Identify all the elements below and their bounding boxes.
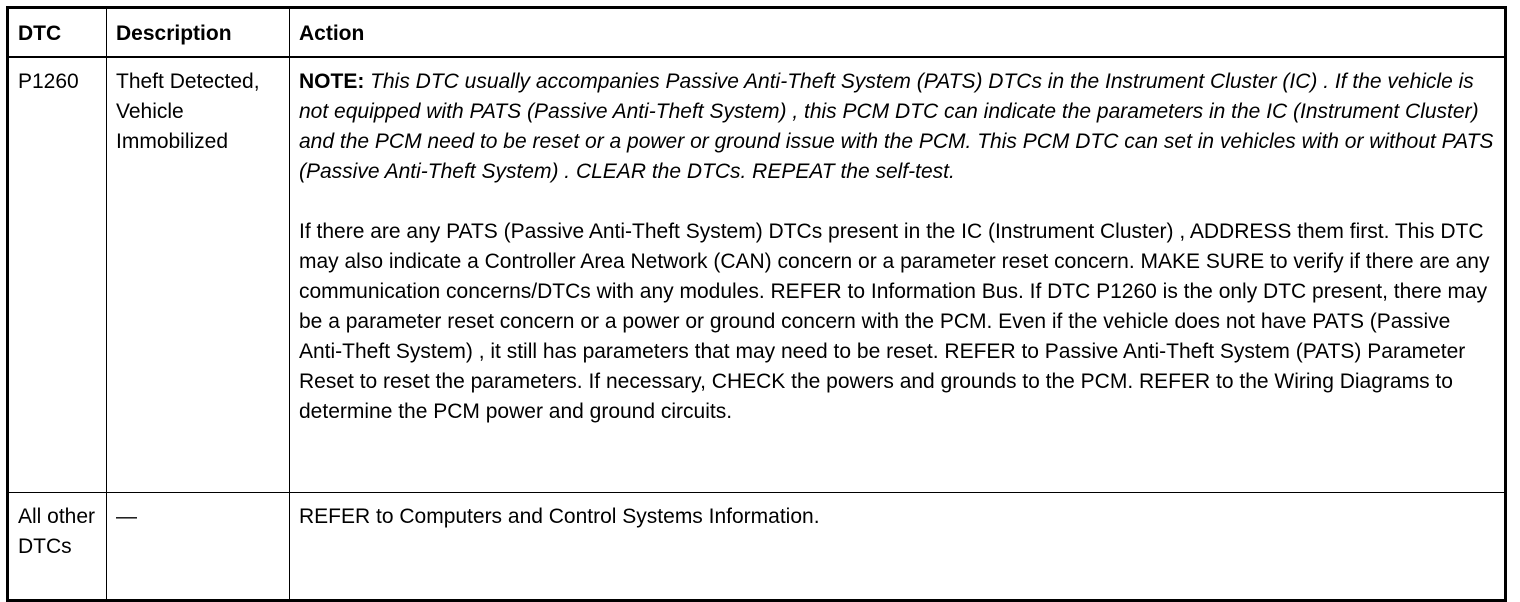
cell-dtc: All other DTCs [8, 493, 107, 601]
header-dtc: DTC [8, 8, 107, 58]
cell-action [290, 57, 1506, 493]
note-paragraph [299, 67, 1496, 187]
cell-description: Theft Detected, Vehicle Immobilized [107, 57, 290, 493]
action-paragraph: If there are any PATS (Passive Anti-Theft System) DTCs present in the IC (Instrument Cluster) , ADDRESS them first. This DTC may also indicate a Controller Area Network (CAN) concern or a parameter reset concern. MAKE SURE to verify if there are any communication concerns/DTCs with any modules. REFER to Information Bus. If DTC P1260 is the only DTC present, there may be a parameter reset concern or a power or ground concern with the PCM. Even if the vehicle does not have PATS (Passive Anti-Theft System) , it still has parameters that may need to be reset. REFER to Passive Anti-Theft System (PATS) Parameter Reset to reset the parameters. If necessary, CHECK the powers and grounds to the PCM. REFER to the Wiring Diagrams to determine the PCM power and ground circuits. [299, 220, 1490, 423]
table-row [8, 493, 1506, 601]
dtc-table-container [6, 6, 1507, 602]
header-description: Description [107, 8, 290, 58]
note-text: This DTC usually accompanies Passive Anti-Theft System (PATS) DTCs in the Instrument Cluster (IC) . If the vehicle is not equipped with PATS (Passive Anti-Theft System) , this PCM DTC can indicate the parameters in the IC (Instrument Cluster) and the PCM need to be reset or a power or ground issue with the PCM. This PCM DTC can set in vehicles with or without PATS (Passive Anti-Theft System) . CLEAR the DTCs. REPEAT the self-test. [299, 70, 1494, 183]
dtc-table [6, 6, 1507, 602]
cell-dtc: P1260 [8, 57, 107, 493]
cell-action [290, 493, 1506, 601]
table-row [8, 57, 1506, 493]
header-action: Action [290, 8, 1506, 58]
note-label: NOTE: [299, 70, 365, 93]
cell-description: — [107, 493, 290, 601]
action-paragraph: REFER to Computers and Control Systems Information. [299, 505, 820, 528]
table-header-row [8, 8, 1506, 58]
